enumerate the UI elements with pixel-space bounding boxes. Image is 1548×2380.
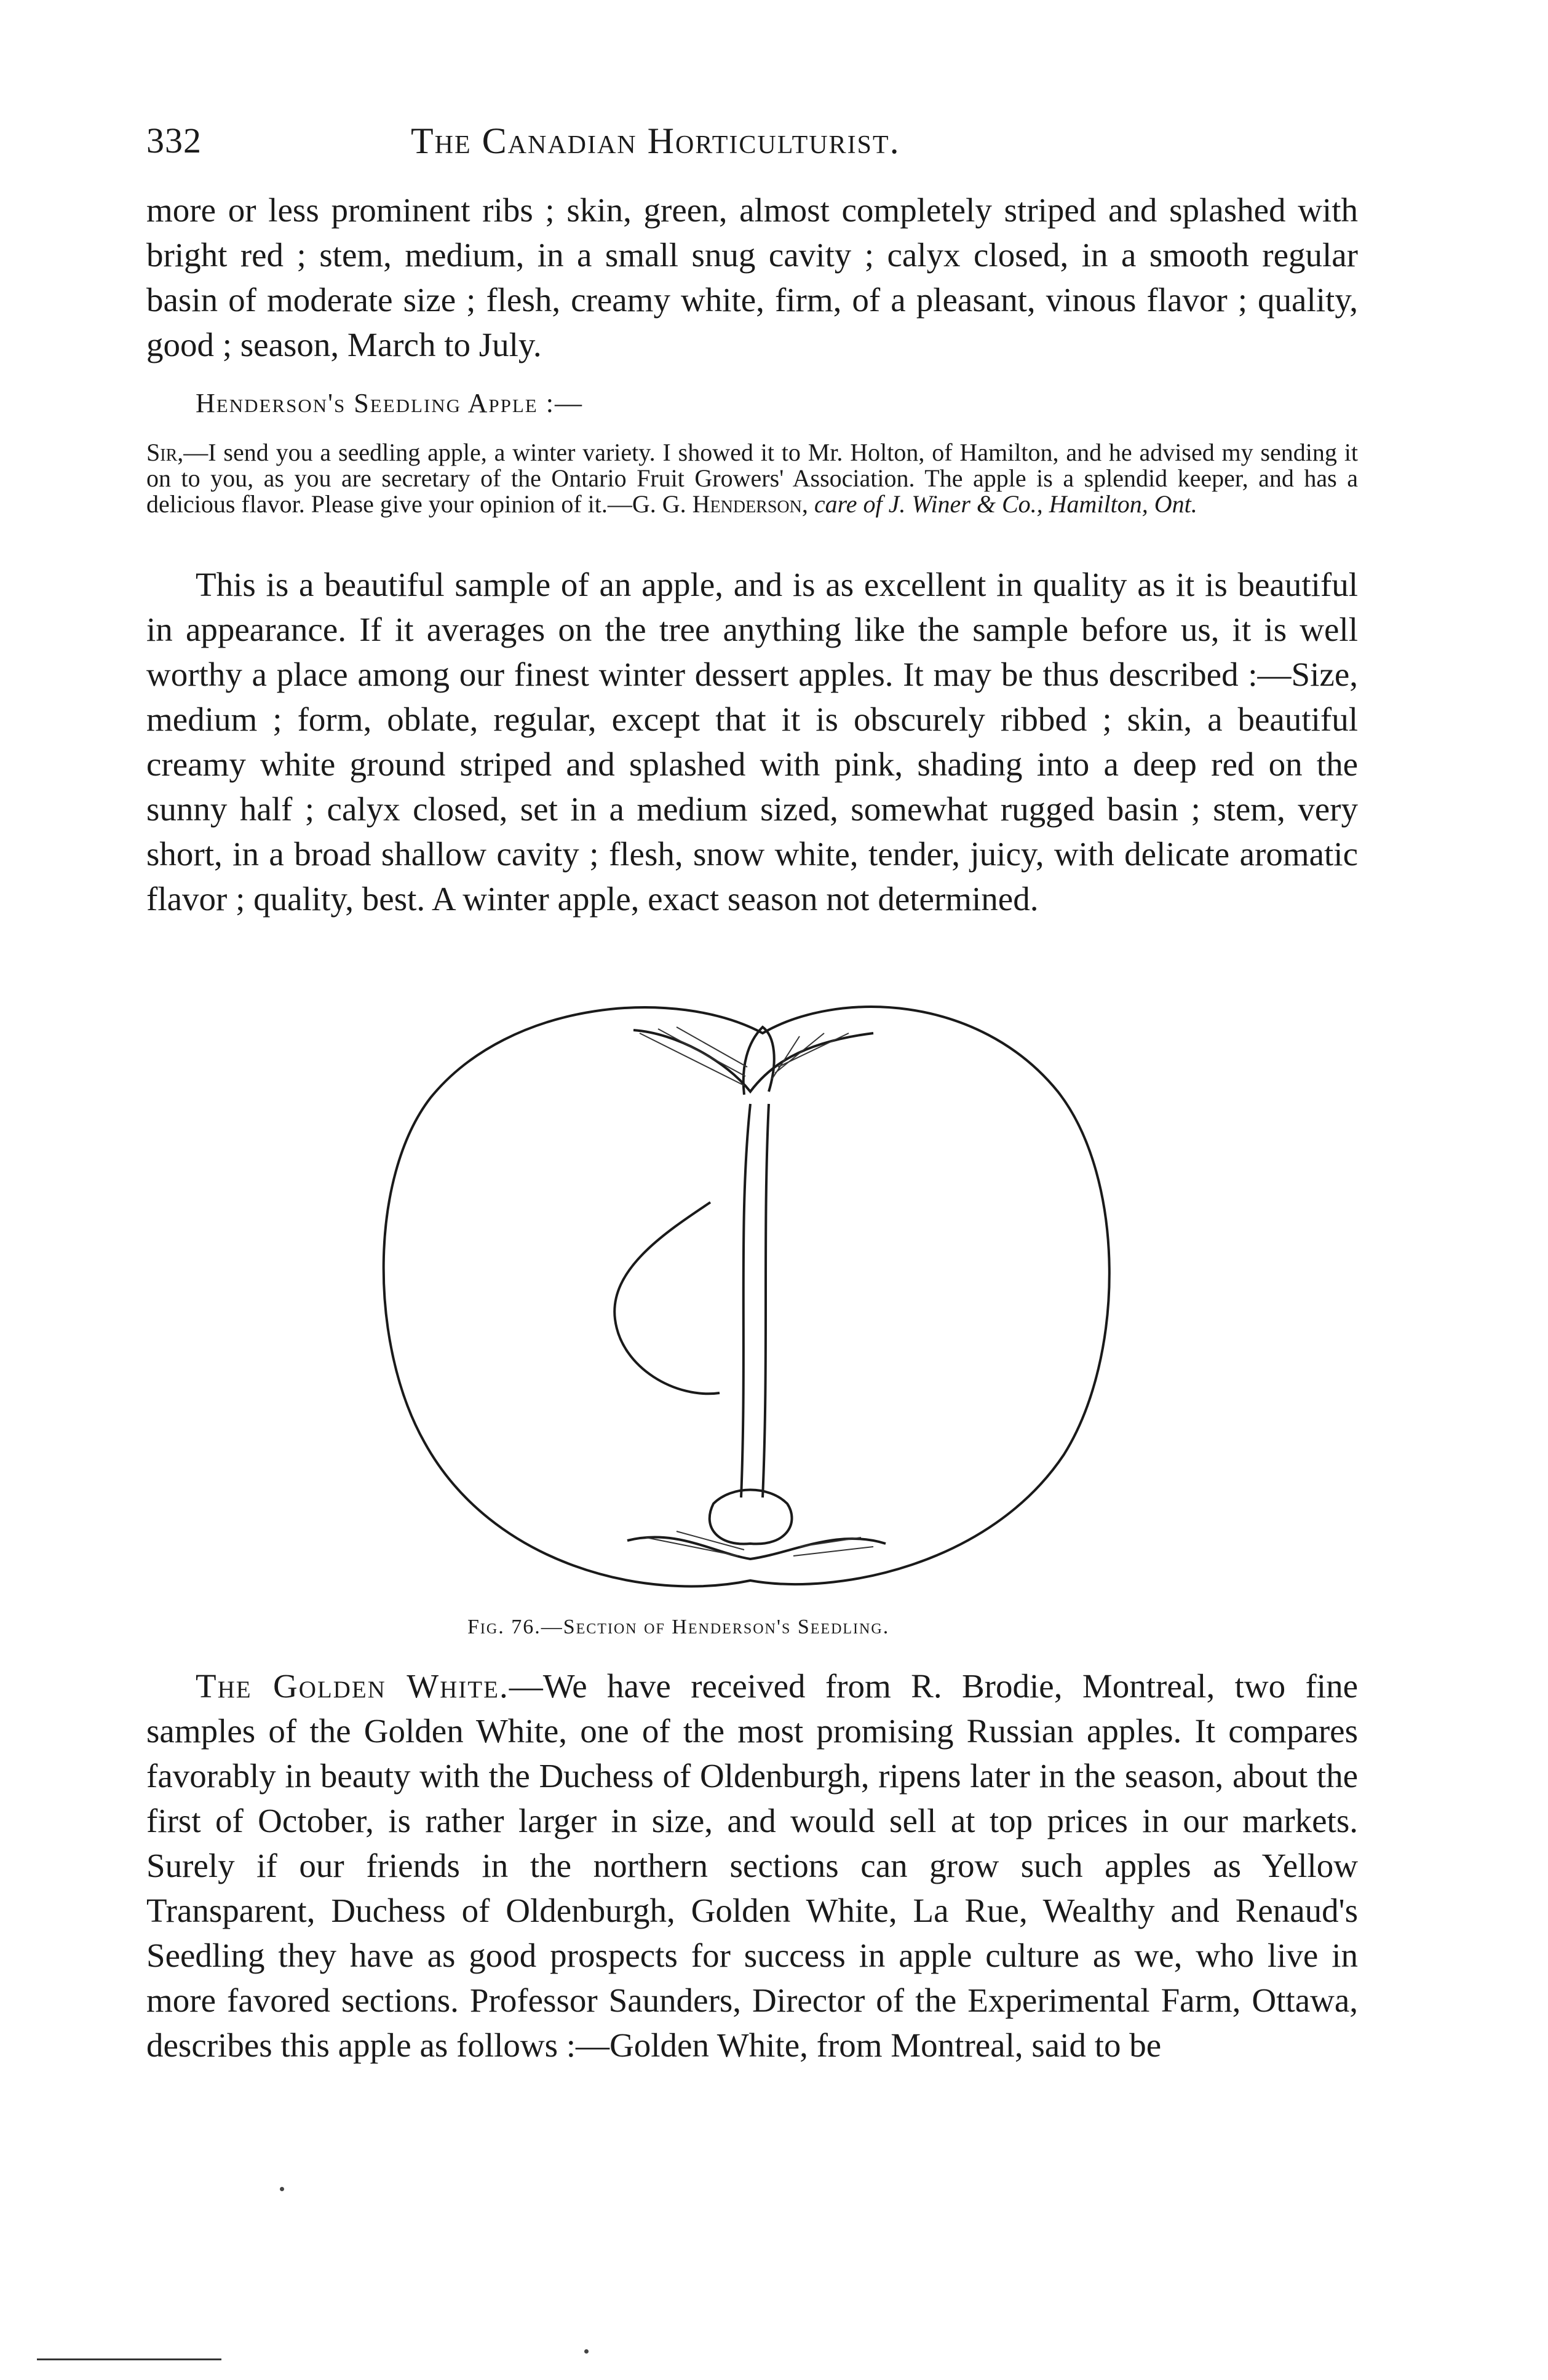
golden-white-body: —We have received from R. Brodie, Montreal, two fine samples of the Golden White, one of the most promising Russian apples. It compares favorably in beauty with the Duchess of Oldenburgh, ripens later in the season, about the first of October, is rather larger in size, and would sell at top prices in our markets. Surely if our friends in the northern sections can grow such apples as Yellow Transparent, Duchess of Oldenburgh, Golden White, La Rue, Wealthy and Renaud's Seedling they have as good prospects for success in apple culture as we, who live in more favored sections. Professor Saunders, Director of the Experimental Farm, Ottawa, describes this apple as follows :—Golden White, from Montreal, said to be xyxy=(146,1667,1358,2064)
calyx-basin xyxy=(627,1537,886,1559)
apple-outline xyxy=(384,1007,1109,1586)
core-line-left xyxy=(741,1104,750,1497)
calyx xyxy=(710,1490,792,1544)
letter-body: —I send you a seedling apple, a winter variety. I showed it to Mr. Holton, of Hamilton, and he advised my sending it on to you, as you are secretary of the Ontario Fruit Growers' Association. The apple is a splendid keeper, and has a delicious flavor. Please give your opinion of it.— xyxy=(146,438,1358,518)
letter-quote xyxy=(146,440,1358,517)
footer-rule xyxy=(37,2358,221,2360)
paragraph-golden-white xyxy=(146,1664,1358,2068)
scan-speck xyxy=(280,2187,284,2191)
letter-address: care of J. Winer & Co., Hamilton, Ont. xyxy=(814,490,1197,518)
page-header xyxy=(146,120,1376,175)
apple-section-figure xyxy=(369,975,1175,1590)
page-number: 332 xyxy=(146,121,202,161)
figure-caption: Fig. 76.—Section of Henderson's Seedling. xyxy=(467,1616,890,1638)
paragraph-description: This is a beautiful sample of an apple, and is as excellent in quality as it is beautiful in appearance. If it averages on the tree anything like the sample before us, it is well worthy a place among our finest winter dessert apples. It may be thus described :—Size, medium ; form, oblate, regular, except that it is obscurely ribbed ; skin, a beautiful creamy white ground striped and splashed with pink, shading into a deep red on the sunny half ; calyx closed, set in a medium sized, somewhat rugged basin ; stem, very short, in a broad shallow cavity ; flesh, snow white, tender, juicy, with delicate aromatic flavor ; quality, best. A winter apple, exact season not determined. xyxy=(146,566,1358,918)
running-title: The Canadian Horticulturist. xyxy=(411,121,900,161)
section-heading-henderson: Henderson's Seedling Apple :— xyxy=(196,388,583,418)
stem xyxy=(744,1027,774,1095)
core-chamber xyxy=(614,1202,720,1394)
letter-salutation: Sir, xyxy=(146,438,184,466)
apple-section-illustration xyxy=(369,975,1175,1590)
scan-speck xyxy=(584,2349,589,2354)
paragraph-continued: more or less prominent ribs ; skin, green, almost completely striped and splashed with bright red ; stem, medium, in a small snug cavity ; calyx closed, in a smooth regular basin of moderate size ; flesh, creamy white, firm, of a pleasant, vinous flavor ; quality, good ; season, March to July. xyxy=(146,191,1358,363)
golden-white-heading: The Golden White. xyxy=(196,1667,509,1705)
core-line-right xyxy=(763,1104,769,1497)
letter-signature: G. G. Henderson, xyxy=(632,490,808,518)
